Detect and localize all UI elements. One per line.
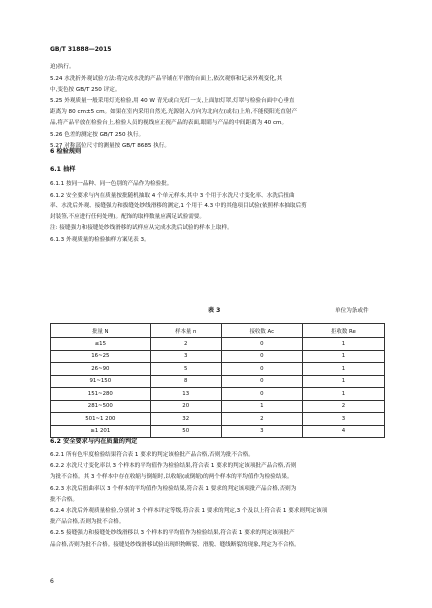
text-line: 批产品合格,否则为批不合格。: [50, 519, 125, 526]
page-number: 6: [50, 578, 54, 585]
table-cell: 0: [221, 375, 302, 388]
table-cell: 1: [302, 388, 384, 401]
table-cell: 281~500: [51, 400, 151, 413]
text-line: 率、水洗后外观、接缝强力和拔缝处纱线滑移的测定,1 个用于 4.3 中的其他项目试验(依照样本抽取后剪: [50, 203, 307, 210]
table-cell: 2: [302, 400, 384, 413]
section-6-2-heading: 6.2 安全要求与内在质量的判定: [50, 438, 138, 445]
section-6-1-heading: 6.1 抽样: [50, 166, 76, 173]
sampling-table: [50, 323, 385, 438]
table-cell: 1: [302, 350, 384, 363]
table-row: [51, 350, 385, 363]
text-line: 6.2.3 水洗后扭曲率以 3 个样本的平均值作为检验结果,符合表 1 要求的判定该项批产品合格,否则为: [50, 485, 297, 492]
text-line: 5.25 外观质量一般采用灯光检验,用 40 W 青光或白光灯一支,上面加灯罩,灯罩与检验台面中心垂直: [50, 98, 295, 105]
text-line: 品合格,否则为批不合格。接缝处纱线滑移试验出现织物断裂、滑脱、缝线断裂的现象,判定为不合格。: [50, 541, 300, 548]
text-line: 6.2.2 水洗尺寸变化率以 3 个样本的平均值作为检验结果,符合表 1 要求的判定该项批产品合格,否则: [50, 463, 297, 470]
text-line: 封装签,不应进行任何处理)。配饰的取样数量应满足试验需要。: [50, 213, 205, 220]
table-cell: 501~1 200: [51, 413, 151, 426]
table-cell: 151~280: [51, 388, 151, 401]
table-cell: 3: [150, 350, 221, 363]
text-line: 距离为 80 cm±5 cm。如果在室内采用自然光,光源射入方向为北向左(或右)上角,不能使阳光直射产: [50, 109, 298, 116]
table-cell: 8: [150, 375, 221, 388]
text-line: 6.2.1 所有色牢度检验结果符合表 1 要求的判定该检批产品合格,否则为批不合格。: [50, 452, 254, 458]
table-row: [51, 413, 385, 426]
table-cell: ≥1 201: [51, 425, 151, 438]
table-cell: 1: [302, 363, 384, 376]
header-batch: 批量 N: [51, 324, 151, 338]
table-cell: 16~25: [51, 350, 151, 363]
text-line: 6.1.2 安全要求与内在质量按批随机抽取 4 个单元样本,其中 3 个用于水洗尺寸变化率、水洗后扭曲: [50, 192, 295, 199]
text-line: 批不合格。: [50, 496, 78, 503]
text-line: 5.26 色差的测定按 GB/T 250 执行。: [50, 131, 145, 138]
text-line: 注: 接缝强力和接缝处纱线滑移的试样应从完成水洗后试验的样本上取样。: [50, 225, 233, 232]
header-sample: 样本量 n: [150, 324, 221, 338]
text-line: 6.1.3 外观质量的检验抽样方案见表 3。: [50, 237, 150, 243]
header-reject: 拒收数 Re: [302, 324, 384, 338]
table-cell: 0: [221, 350, 302, 363]
table-cell: 3: [221, 425, 302, 438]
text-line: 品,将产品平放在检验台上,检验人员的视线应正视产品的表面,眼睛与产品的中间距离为 40 cm。: [50, 120, 288, 126]
text-line: 6.1.1 按同一品种、同一色别的产品作为检验批。: [50, 181, 173, 187]
table-row: [51, 400, 385, 413]
table-row: [51, 388, 385, 401]
table-cell: 0: [221, 363, 302, 376]
table-row: [51, 375, 385, 388]
table-unit: 单位为条或件: [335, 308, 369, 314]
table-cell: 2: [221, 413, 302, 426]
table-cell: 20: [150, 400, 221, 413]
table-row: [51, 338, 385, 351]
text-line: 5.27 对称部位尺寸的测量按 GB/T 8685 执行。: [50, 142, 170, 149]
table-cell: 2: [150, 338, 221, 351]
table-cell: 4: [302, 425, 384, 438]
table-cell: 50: [150, 425, 221, 438]
table-cell: 32: [150, 413, 221, 426]
table-cell: ≤15: [51, 338, 151, 351]
text-line: 5.24 水洗折外观试验方法:将完成水洗的产品平铺在平滑的台面上,依次观察和记录外观变化,其: [50, 75, 283, 82]
table-cell: 26~90: [51, 363, 151, 376]
text-line: 迫)执行。: [50, 64, 75, 70]
table-cell: 1: [302, 338, 384, 351]
table-caption: 表 3: [208, 307, 221, 314]
text-line: 为批不合格。其 3 个样本中存在收缩与倒缩时,以收缩(或倒缩)的两个样本的平均值作为检验结果。: [50, 474, 293, 481]
text-line: 6.2.5 接缝强力和接缝处纱线滑移以 3 个样本的平均值作为检验结果,符合表 1 要求的判定该项批产: [50, 530, 295, 537]
table-cell: 0: [221, 388, 302, 401]
table-header-row: [51, 324, 385, 338]
table-cell: 5: [150, 363, 221, 376]
table-cell: 1: [221, 400, 302, 413]
text-line: 中,变色按 GB/T 250 评定。: [50, 86, 121, 93]
table-cell: 3: [302, 413, 384, 426]
table-cell: 0: [221, 338, 302, 351]
header-accept: 接收数 Ac: [221, 324, 302, 338]
table-cell: 91~150: [51, 375, 151, 388]
table-cell: 1: [302, 375, 384, 388]
text-line: 6.2.4 水洗后外观质量检验,分别对 3 个样本评定等级,符合表 1 要求的判定,3 个及以上符合表 1 要求则判定该项: [50, 508, 328, 514]
table-cell: 13: [150, 388, 221, 401]
document-code: GB/T 31888—2015: [50, 46, 112, 53]
table-row: [51, 363, 385, 376]
section-6-heading: 6 检验规则: [50, 148, 82, 155]
